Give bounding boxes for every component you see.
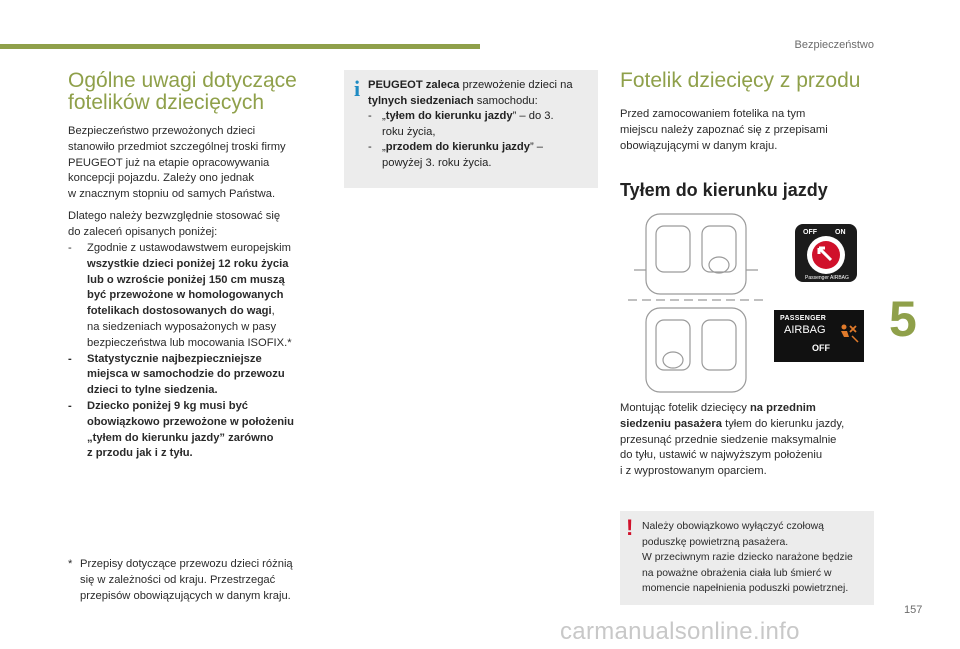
text-line: w znacznym stopniu od samych Państwa. (68, 188, 276, 201)
text-line: być przewożone w homologowanych (87, 289, 284, 302)
right-title: Fotelik dziecięcy z przodu (620, 69, 861, 92)
warning-text (642, 519, 870, 597)
text-line: obowiązkowo przewożone w położeniu (87, 415, 294, 428)
indicator-line1: PASSENGER (780, 315, 827, 322)
recommendation-list (68, 241, 318, 462)
text-bold: przodem do kierunku jazdy (385, 141, 530, 154)
info-icon: i (354, 76, 361, 101)
airbag-key-switch-icon (795, 224, 857, 282)
text-line: Zgodnie z ustawodawstwem europejskim (87, 242, 291, 254)
text-bold: tyłem do kierunku jazdy (385, 110, 513, 123)
text-line: fotelikach dostosowanych do wagi (87, 305, 272, 318)
text-line: powyżej 3. roku życia. (382, 156, 492, 169)
list-item (68, 399, 318, 462)
text-line: wszystkie dzieci poniżej 12 roku życia (87, 257, 289, 270)
text-line: obowiązującymi w danym kraju. (620, 139, 778, 152)
list-dash: - (368, 110, 372, 123)
text-line: „tyłem do kierunku jazdy” zarówno (87, 431, 274, 444)
text-line: Dlatego należy bezwzględnie stosować się (68, 210, 281, 222)
passenger-airbag-label: Passenger AIRBAG (805, 275, 849, 281)
left-title-line1: Ogólne uwagi dotyczące (68, 69, 297, 92)
left-title (68, 70, 297, 114)
text-line: z przodu jak i z tyłu. (87, 447, 193, 460)
child-seat-airbag-icon (838, 322, 860, 344)
text-line: miejscu należy zapoznać się z przepisami (620, 123, 828, 136)
page-number: 157 (904, 604, 923, 616)
text-line: na poważne obrażenia ciała lub śmierć w (642, 567, 832, 579)
right-intro (620, 107, 828, 154)
text-line: samochodu: (473, 94, 538, 107)
text-line: dzieci to tylne siedzenia. (87, 384, 218, 397)
text-line: Statystycznie najbezpieczniejsze (87, 352, 262, 365)
warning-box (620, 511, 874, 605)
chapter-number: 5 (889, 291, 917, 347)
text-bold: PEUGEOT zaleca (368, 79, 460, 91)
list-dash: - (368, 141, 372, 154)
text-line: poduszkę powietrzną pasażera. (642, 536, 789, 548)
text-line: PEUGEOT już na etapie opracowywania (68, 156, 270, 169)
text-line: do zaleceń opisanych poniżej: (68, 225, 218, 238)
text-line: przepisów obowiązujących w danym kraju. (80, 589, 291, 602)
passenger-airbag-switch-badge (795, 224, 857, 282)
car-seat-illustration (624, 210, 764, 398)
footnote-marker: * (68, 558, 73, 570)
text-line: Przed zamocowaniem fotelika na tym (620, 108, 806, 120)
text-line: się w zależności od kraju. Przestrzegać (80, 573, 276, 586)
text-line: stanowiło przedmiot szczególnej troski firmy (68, 140, 286, 153)
text-line: momencie napełnienia poduszki powietrznej. (642, 583, 849, 595)
on-label: ON (835, 229, 846, 236)
text-line: przesunąć przednie siedzenie maksymalnie (620, 433, 837, 446)
list-dash: - (68, 242, 72, 254)
info-text (368, 78, 593, 172)
list-item (68, 241, 318, 352)
rear-facing-heading: Tyłem do kierunku jazdy (620, 180, 828, 200)
text-line: roku życia, (382, 125, 436, 138)
text-line: i z wyprostowanym oparciem. (620, 465, 767, 478)
text-line: ” – (529, 141, 544, 154)
comma: , (271, 305, 275, 318)
footnote-body (68, 557, 318, 604)
indicator-line3: OFF (812, 343, 830, 353)
list-item (368, 109, 593, 140)
text-line: miejsca w samochodzie do przewozu (87, 368, 285, 381)
list-dash: - (68, 399, 72, 412)
text-line: lub o wzroście poniżej 150 cm muszą (87, 273, 285, 286)
text-line: ” – do 3. (512, 110, 554, 123)
footnote (68, 557, 318, 604)
indicator-line2: AIRBAG (784, 324, 826, 336)
text-line: do tyłu, ustawić w najwyższym położeniu (620, 449, 823, 462)
text-line: tyłem do kierunku jazdy, (721, 417, 845, 430)
text-line: na siedzeniach wyposażonych w pasy (87, 320, 277, 333)
recommendation-intro (68, 209, 280, 241)
warning-icon: ! (626, 515, 634, 540)
quote: „ (382, 110, 386, 123)
text-bold: na przednim (749, 402, 816, 414)
text-line: Należy obowiązkowo wyłączyć czołową (642, 521, 824, 532)
text-line: bezpieczeństwa lub mocowania ISOFIX.* (87, 336, 292, 349)
list-item (368, 140, 593, 171)
passenger-airbag-off-indicator (774, 310, 864, 362)
off-label: OFF (803, 229, 817, 236)
text-line: Montując fotelik dziecięcy (620, 402, 750, 414)
text-bold: tylnych siedzeniach (368, 94, 474, 107)
text-line: koncepcji pojazdu. Zależy ono jednak (68, 172, 254, 185)
header-accent-bar (0, 44, 480, 49)
info-box (344, 70, 598, 188)
text-bold: siedzeniu pasażera (620, 417, 722, 430)
text-line: W przeciwnym razie dziecko narażone będzie (642, 552, 853, 564)
text-line: przewożenie dzieci na (459, 79, 573, 91)
text-line: Przepisy dotyczące przewozu dzieci różnią (80, 558, 293, 570)
rear-facing-instructions (620, 401, 844, 480)
watermark: carmanualsonline.info (560, 618, 800, 645)
section-label: Bezpieczeństwo (794, 39, 874, 51)
list-item (68, 352, 318, 399)
text-line: Bezpieczeństwo przewożonych dzieci (68, 125, 256, 137)
intro-paragraph (68, 124, 286, 203)
quote: „ (382, 141, 386, 154)
list-dash: - (68, 352, 72, 365)
text-line: Dziecko poniżej 9 kg musi być (87, 399, 249, 412)
left-title-line2: fotelików dziecięcych (68, 91, 265, 114)
